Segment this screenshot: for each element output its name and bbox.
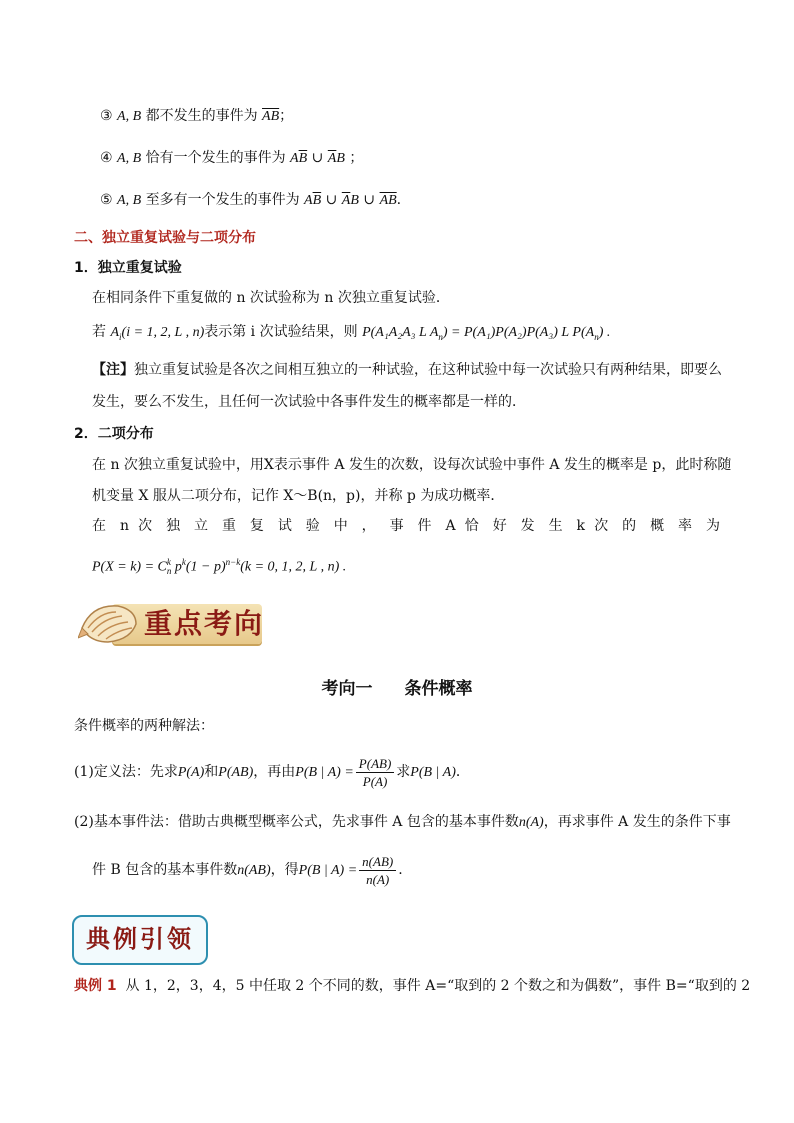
math: P(B | A) =	[298, 863, 358, 878]
denominator: P(A)	[362, 773, 388, 789]
math: n(AB)	[237, 863, 271, 878]
subsection-title-2: 2．二项分布	[74, 426, 154, 442]
event-vars: A, B	[117, 151, 142, 166]
text: ，得	[270, 862, 299, 878]
math-sup: n−k	[225, 557, 241, 567]
formula-part: $\overline{B}$	[298, 151, 308, 166]
formula-paragraph: 若 $A_i(i = 1$, 2, L , n)表示第 i 次试验结果，则 P(A₁A₂A₃ L $A_n) = P(A_1)P(A_2)P(A_3)$ L $P(A_n)$ .	[92, 324, 611, 342]
math: ) .	[598, 325, 611, 340]
math: P(X = k) = C	[92, 559, 167, 575]
formula: $\overline{AB}$	[262, 109, 280, 124]
key-topics-banner	[76, 598, 266, 652]
formula-part: $\overline{B}$	[312, 193, 322, 208]
math: (i = 1, 2, L , n)	[121, 325, 205, 340]
fraction	[356, 755, 394, 790]
math: P(AB)	[218, 765, 254, 780]
math-sup: k	[181, 557, 186, 567]
math: A	[110, 325, 120, 340]
math: (1 − p)	[185, 559, 226, 575]
event-vars: A, B	[117, 109, 142, 124]
example-text: 从 1，2，3，4，5 中任取 2 个不同的数，事件 A=“取到的 2 个数之和为偶数”，事件 B=“取到的 2	[125, 978, 751, 994]
text: 若	[92, 324, 106, 340]
binomial-formula	[92, 552, 346, 578]
formula-part: A	[290, 151, 299, 166]
math: P(B | A) =	[295, 765, 354, 780]
text: (1)定义法：先求	[74, 764, 178, 780]
text: ．	[455, 764, 470, 780]
method-2-line-1	[74, 812, 731, 833]
formula-part: $\overline{A}$	[327, 151, 337, 166]
punct: ；	[349, 150, 364, 166]
math-sub: n	[166, 566, 172, 577]
text: ，再求事件 A 发生的条件下事	[543, 814, 731, 830]
example-label: 典例 1	[74, 978, 117, 994]
formula-part: B	[336, 151, 345, 166]
example-header-box	[72, 915, 208, 965]
math-sup: k	[166, 557, 171, 568]
list-item-5	[100, 190, 401, 211]
subsection-title-1: 1．独立重复试验	[74, 260, 182, 276]
note-text: 独立重复试验是各次之间相互独立的一种试验，在这种试验中每一次试验只有两种结果，即要么	[134, 362, 722, 378]
item-text: 恰有一个发生的事件为	[145, 150, 286, 166]
circle-4-marker: ④	[100, 150, 113, 166]
note-line-1	[92, 360, 722, 380]
union-symbol: ∪	[321, 192, 342, 208]
text: 和	[204, 764, 219, 780]
event-vars: A, B	[117, 193, 142, 208]
note-line-2: 发生，要么不发生，且任何一次试验中各事件发生的概率都是一样的．	[92, 394, 526, 410]
method-2-line-2	[92, 850, 403, 891]
example-1	[74, 976, 750, 996]
union-symbol: ∪	[307, 150, 328, 166]
topic-title	[0, 678, 794, 700]
list-item-3	[100, 106, 293, 127]
text: (2)基本事件法：借助古典概型概率公式，先求事件 A 包含的基本事件数	[74, 814, 519, 830]
example-header-title: 典例引领	[86, 924, 194, 953]
math: p	[171, 559, 182, 575]
math: P(B | A)	[410, 765, 456, 780]
union-symbol: ∪	[358, 192, 380, 208]
topic-name: 条件概率	[404, 679, 473, 699]
formula-part: $\overline{A}$	[341, 193, 351, 208]
math: n(A)	[518, 815, 544, 830]
paragraph: 在相同条件下重复做的 n 次试验称为 n 次独立重复试验．	[92, 290, 450, 306]
topic-label: 考向一	[321, 679, 373, 699]
item-text: 至多有一个发生的事件为	[145, 192, 300, 208]
punct: .	[396, 192, 402, 208]
text: 表示第 i 次试验结果，则	[204, 324, 358, 340]
math: P(A)	[177, 765, 205, 780]
text: 求	[396, 764, 411, 780]
banner-title: 重点考向	[144, 607, 265, 640]
math: P(A₁A₂A₃ L A	[362, 325, 439, 340]
formula-part: $\overline{AB}$	[379, 193, 397, 208]
formula-part: B	[350, 193, 359, 208]
paragraph: 在 n 次 独 立 重 复 试 验 中 ， 事 件 A 恰 好 发 生 k 次 的 概 率 为	[92, 518, 720, 534]
numerator: n(AB)	[359, 853, 396, 871]
denominator: n(A)	[366, 871, 390, 887]
math: (k = 0, 1, 2, L , n) .	[240, 559, 347, 575]
punct: ；	[279, 108, 294, 124]
section-heading: 二、独立重复试验与二项分布	[74, 230, 256, 246]
item-text: 都不发生的事件为	[145, 108, 258, 124]
math-sub: n	[438, 331, 443, 342]
text: 件 B 包含的基本事件数	[92, 862, 238, 878]
math: ) = P(A₁)P(A₂)P(A₃) L P(A	[442, 325, 595, 340]
methods-intro: 条件概率的两种解法：	[74, 718, 214, 734]
paragraph: 在 n 次独立重复试验中，用X表示事件 A 发生的次数，设每次试验中事件 A 发生的概率是 p，此时称随	[92, 457, 732, 473]
circle-5-marker: ⑤	[100, 192, 113, 208]
method-1	[74, 752, 470, 793]
formula-part: A	[304, 193, 313, 208]
seashell-icon	[78, 598, 140, 650]
text: .	[398, 862, 403, 878]
numerator: P(AB)	[356, 755, 394, 773]
fraction	[359, 853, 396, 888]
paragraph: 机变量 X 服从二项分布，记作 X～B(n，p)，并称 p 为成功概率．	[92, 488, 505, 504]
note-label: 【注】	[92, 362, 134, 378]
list-item-4	[100, 148, 363, 169]
text: ，再由	[253, 764, 296, 780]
circle-3-marker: ③	[100, 108, 113, 124]
math-sub: n	[594, 331, 599, 342]
